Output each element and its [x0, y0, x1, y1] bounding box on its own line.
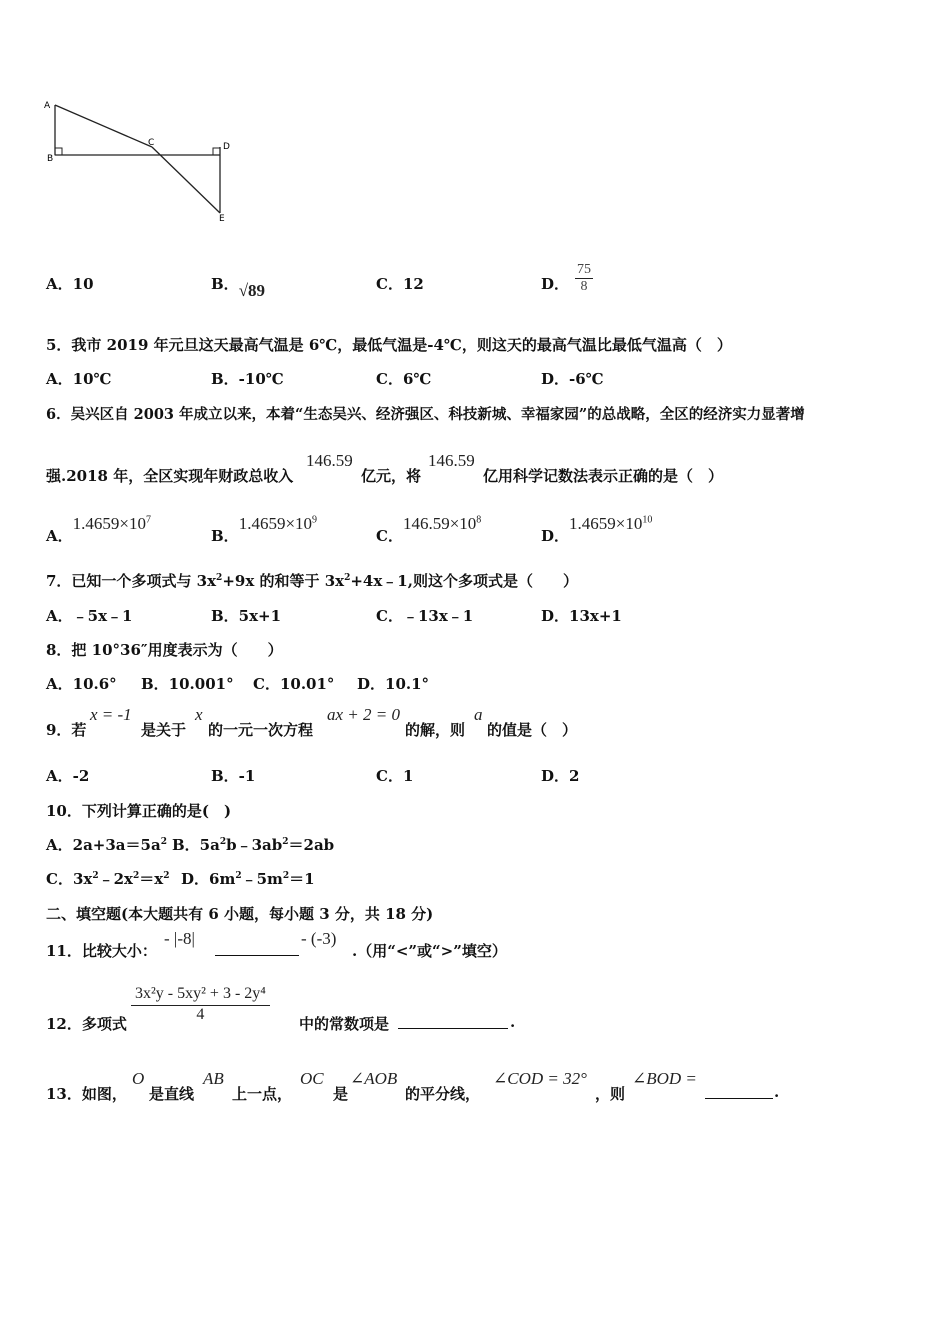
q9-stem-a: 9．若: [46, 721, 87, 739]
q10-option-b-sup-2: 2: [282, 837, 289, 847]
q6-option-d-exp: 10: [642, 514, 653, 526]
q10-option-c[interactable]: [46, 868, 169, 889]
q9-option-a[interactable]: A．-2: [46, 767, 90, 785]
q5-stem: 5．我市 2019 年元旦这天最高气温是 6℃，最低气温是-4℃，则这天的最高气温比最低气温高（ ）: [46, 336, 732, 354]
geometry-figure: [40, 95, 240, 230]
q9-stem-b: 是关于: [141, 721, 187, 739]
q9-math-2: x: [195, 705, 203, 724]
q7-stem-c: +4x﹣1,则这个多项式是（ ）: [350, 572, 578, 590]
q6-option-c[interactable]: [376, 513, 482, 545]
label-d: D: [223, 142, 230, 152]
q11-stem-a: 11．比较大小：: [46, 942, 157, 960]
q13-math-oc: OC: [300, 1069, 324, 1088]
right-angle-d: [213, 148, 220, 155]
q9-option-d[interactable]: D．2: [541, 767, 580, 785]
q6-option-c-base: 146.59×10: [402, 514, 477, 533]
q9-stem-d: 的解，则: [405, 721, 466, 739]
q10-option-d-text-a: D．6m: [181, 870, 236, 888]
q9-option-c[interactable]: C．1: [376, 767, 414, 785]
q12-stem-b: 中的常数项是: [299, 1015, 390, 1033]
q6-option-c-label: C．: [376, 527, 403, 545]
q9-math-3: ax + 2 = 0: [327, 705, 400, 724]
q5-option-d[interactable]: D．-6℃: [541, 370, 604, 388]
q4-option-b-math: √89: [238, 281, 266, 300]
right-angle-b: [55, 148, 62, 155]
q13-stem-d: 是: [333, 1085, 349, 1103]
q10-option-a-text: A．2a+3a＝5a: [46, 836, 161, 854]
q13-stem-e: 的平分线，: [405, 1085, 481, 1103]
q6-option-d-label: D．: [541, 527, 570, 545]
q12-stem-c: .: [510, 1013, 516, 1031]
q7-option-c[interactable]: C．﹣13x﹣1: [376, 607, 474, 625]
q10-option-c-sup-3: 2: [163, 871, 170, 881]
q6-option-b-label: B．: [211, 527, 239, 545]
q12-denominator: 4: [196, 1006, 205, 1023]
q6-value-1: 146.59: [306, 451, 353, 470]
label-b: B: [47, 154, 54, 164]
q10-option-a[interactable]: [46, 834, 167, 855]
q8-option-a[interactable]: A．10.6°: [46, 675, 117, 693]
q10-option-d-sup-1: 2: [235, 871, 242, 881]
q4-option-d-label: D．: [541, 275, 570, 293]
q4-option-d-denominator: 8: [580, 279, 588, 294]
q10-option-c-text-a: C．3x: [46, 870, 93, 888]
segment-ce: [152, 147, 220, 213]
q7-sup-2: 2: [344, 573, 351, 583]
q4-option-d[interactable]: [541, 273, 569, 294]
q10-option-a-sup: 2: [160, 837, 167, 847]
q6-option-b-exp: 9: [312, 514, 318, 526]
q12-answer-blank[interactable]: [398, 1014, 508, 1029]
q4-option-b[interactable]: [211, 273, 266, 300]
segment-ac: [55, 105, 155, 148]
q8-stem: 8．把 10°36″用度表示为（ ）: [46, 641, 283, 659]
q7-stem: [46, 570, 578, 591]
q9-math-4: a: [474, 705, 483, 724]
q6-option-a[interactable]: [46, 513, 151, 545]
q4-option-d-fraction: [575, 262, 593, 295]
q10-option-c-sup-1: 2: [92, 871, 99, 881]
q10-option-b-text-a: B．5a: [172, 836, 220, 854]
q6-option-d[interactable]: [541, 513, 653, 545]
q6-option-c-exp: 8: [476, 514, 482, 526]
q11-answer-blank[interactable]: [215, 941, 299, 956]
q13-math-bod: ∠BOD =: [632, 1069, 697, 1088]
q10-option-b[interactable]: [172, 834, 334, 855]
q4-option-b-label: B．: [211, 275, 239, 293]
q6-option-d-base: 1.4659×10: [569, 514, 643, 533]
q6-stem-line2-c: 亿用科学记数法表示正确的是（ ）: [483, 467, 724, 485]
q4-option-d-numerator: 75: [577, 262, 591, 277]
q7-option-d[interactable]: D．13x+1: [541, 607, 622, 625]
q7-stem-a: 7．已知一个多项式与 3x: [46, 572, 217, 590]
q7-sup-1: 2: [216, 573, 223, 583]
q6-option-b-base: 1.4659×10: [238, 514, 313, 533]
q8-option-b[interactable]: B．10.001°: [141, 675, 234, 693]
q10-option-d-text-c: ＝1: [289, 870, 315, 888]
q13-stem-f: ，则: [595, 1085, 626, 1103]
q13-math-o: O: [132, 1069, 145, 1088]
q13-math-aob: ∠AOB: [350, 1069, 398, 1088]
q10-option-b-text-b: b﹣3ab: [226, 836, 283, 854]
q11-stem-b: .（用“<”或“>”填空）: [352, 942, 507, 960]
q13-stem-a: 13．如图，: [46, 1085, 127, 1103]
q6-option-b[interactable]: [211, 513, 318, 545]
q13-math-ab: AB: [203, 1069, 224, 1088]
q13-stem-c: 上一点，: [232, 1085, 293, 1103]
q5-option-b[interactable]: B．-10℃: [211, 370, 284, 388]
q10-option-b-text-c: ＝2ab: [288, 836, 335, 854]
q10-option-c-sup-2: 2: [132, 871, 140, 881]
q6-option-a-exp: 7: [145, 514, 151, 526]
q12-numerator: 3x²y - 5xy² + 3 - 2y⁴: [131, 985, 270, 1006]
label-e: E: [219, 214, 225, 224]
q7-option-a[interactable]: A．﹣5x﹣1: [46, 607, 133, 625]
q6-stem-line1: 6．吴兴区自 2003 年成立以来，本着“生态吴兴、经济强区、科技新城、幸福家园”的总战略，全区的经济实力显著增: [46, 406, 805, 423]
q10-option-c-text-c: ＝x: [139, 870, 164, 888]
q8-option-d[interactable]: D．10.1°: [357, 675, 430, 693]
q13-stem-g: .: [774, 1083, 780, 1101]
q12-fraction: [131, 985, 270, 1024]
section-2-title: 二、填空题(本大题共有 6 小题，每小题 3 分，共 18 分): [46, 905, 434, 923]
q4-option-c[interactable]: C．12: [376, 275, 424, 293]
q10-stem: 10．下列计算正确的是( ): [46, 802, 232, 820]
q9-math-1: x = -1: [90, 705, 132, 724]
q10-option-d-sup-2: 2: [282, 871, 290, 881]
q4-option-a[interactable]: A．10: [46, 275, 94, 293]
q6-stem-line2-b: 亿元，将: [361, 467, 422, 485]
q7-option-b[interactable]: B．5x+1: [211, 607, 282, 625]
q10-option-d[interactable]: [181, 868, 315, 889]
q6-option-a-label: A．: [46, 527, 73, 545]
q7-stem-b: +9x 的和等于 3x: [222, 572, 345, 590]
label-a: A: [44, 101, 51, 111]
q10-option-b-sup-1: 2: [219, 837, 227, 847]
q11-math-2: - (-3): [301, 929, 337, 948]
label-c: C: [148, 138, 155, 148]
q11-math-1: - |-8|: [164, 929, 195, 948]
q9-stem-c: 的一元一次方程: [208, 721, 314, 739]
q5-option-a[interactable]: A．10℃: [46, 370, 112, 388]
q9-option-b[interactable]: B．-1: [211, 767, 256, 785]
q9-stem-e: 的值是（ ）: [487, 721, 578, 739]
q6-value-2: 146.59: [428, 451, 475, 470]
q13-math-cod: ∠COD = 32°: [493, 1069, 587, 1088]
q6-stem-line2-a: 强.2018 年，全区实现年财政总收入: [46, 467, 294, 485]
q10-option-d-text-b: ﹣5m: [241, 870, 283, 888]
q13-answer-blank[interactable]: [705, 1084, 773, 1099]
q8-option-c[interactable]: C．10.01°: [253, 675, 335, 693]
q5-option-c[interactable]: C．6℃: [376, 370, 432, 388]
q12-stem-a: 12．多项式: [46, 1015, 127, 1033]
q6-option-a-base: 1.4659×10: [72, 514, 146, 533]
q13-stem-b: 是直线: [149, 1085, 195, 1103]
q10-option-c-text-b: ﹣2x: [98, 870, 133, 888]
